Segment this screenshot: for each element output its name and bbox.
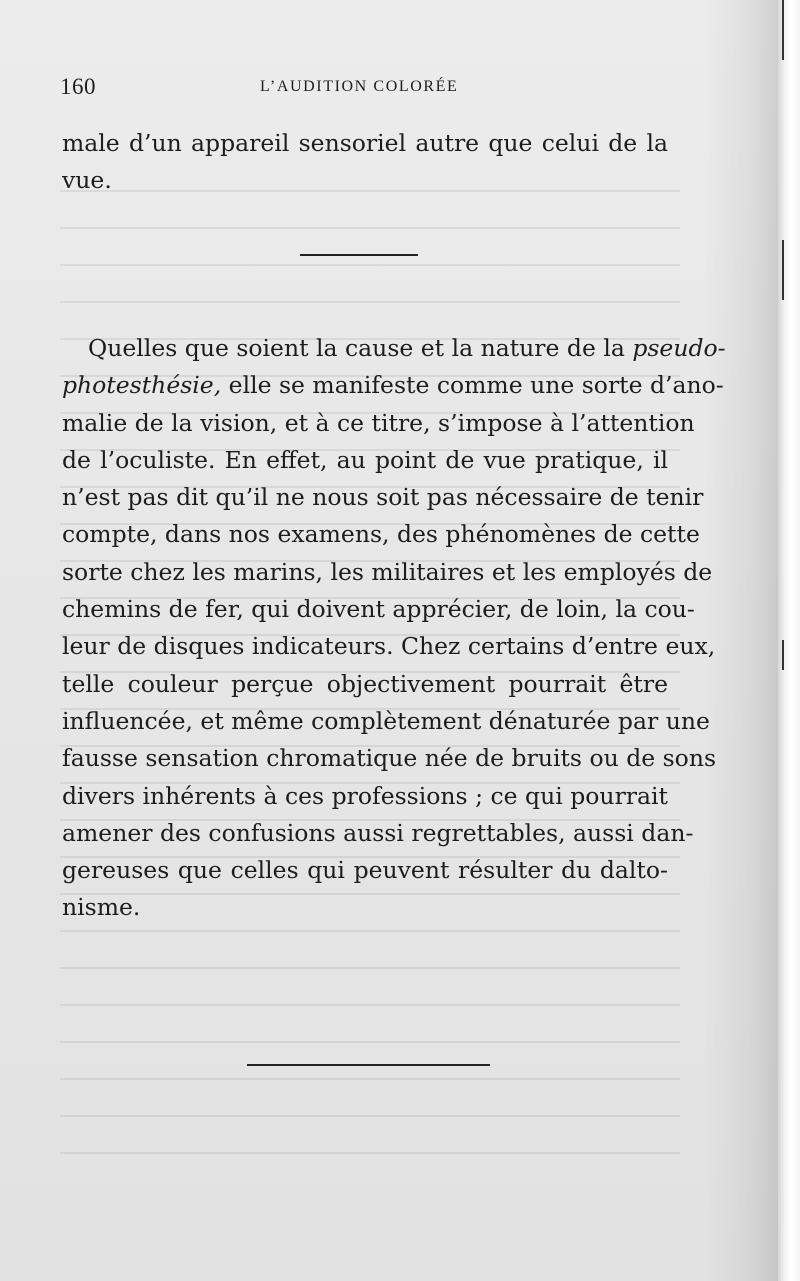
text-line-segment: Quelles que soient la cause et la nature de la [88,334,633,362]
text-line [62,367,724,404]
text-line: divers inhérents à ces professions ; ce qui pourrait [62,781,668,810]
text-line: telle couleur perçue objectivement pourrait être [62,669,668,698]
section-divider [300,254,418,256]
edge-line [782,240,784,300]
text-line: vue. [62,166,112,195]
chapter-end-rule [247,1064,490,1066]
text-line: fausse sensation chromatique née de bruits ou de sons [62,744,717,773]
text-line: amener des confusions aussi regrettables, aussi dan- [62,818,694,847]
edge-line [782,640,784,670]
italic-term: photesthésie, [62,371,222,400]
text-line: malie de la vision, et à ce titre, s’impose à l’attention [62,408,695,437]
italic-term: pseudo- [632,334,726,362]
text-line: male d’un appareil sensoriel autre que celui de la [62,129,668,157]
text-line: sorte chez les marins, les militaires et les employés de [62,557,713,586]
page-header [60,74,680,104]
edge-line [782,0,784,60]
text-line: nisme. [62,893,141,922]
text-line: gereuses que celles qui peuvent résulter du dalto- [62,856,668,885]
text-line: leur de disques indicateurs. Chez certains d’entre eux, [62,632,716,661]
text-line: influencée, et même complètement dénaturée par une [62,706,710,735]
text-line [62,330,726,367]
text-line: de l’oculiste. En effet, au point de vue pratique, il [62,445,668,474]
paragraph-continuation [62,125,668,200]
text-line: n’est pas dit qu’il ne nous soit pas nécessaire de tenir [62,483,704,512]
text-line-segment: elle se manifeste comme une sorte d’ano- [221,371,724,400]
paragraph-main [62,330,726,927]
page-edge [778,0,800,1281]
text-line: chemins de fer, qui doivent apprécier, de loin, la cou- [62,595,695,624]
text-line: compte, dans nos examens, des phénomènes de cette [62,520,700,549]
running-title: L’AUDITION COLORÉE [260,78,459,95]
page-number: 160 [60,74,96,99]
